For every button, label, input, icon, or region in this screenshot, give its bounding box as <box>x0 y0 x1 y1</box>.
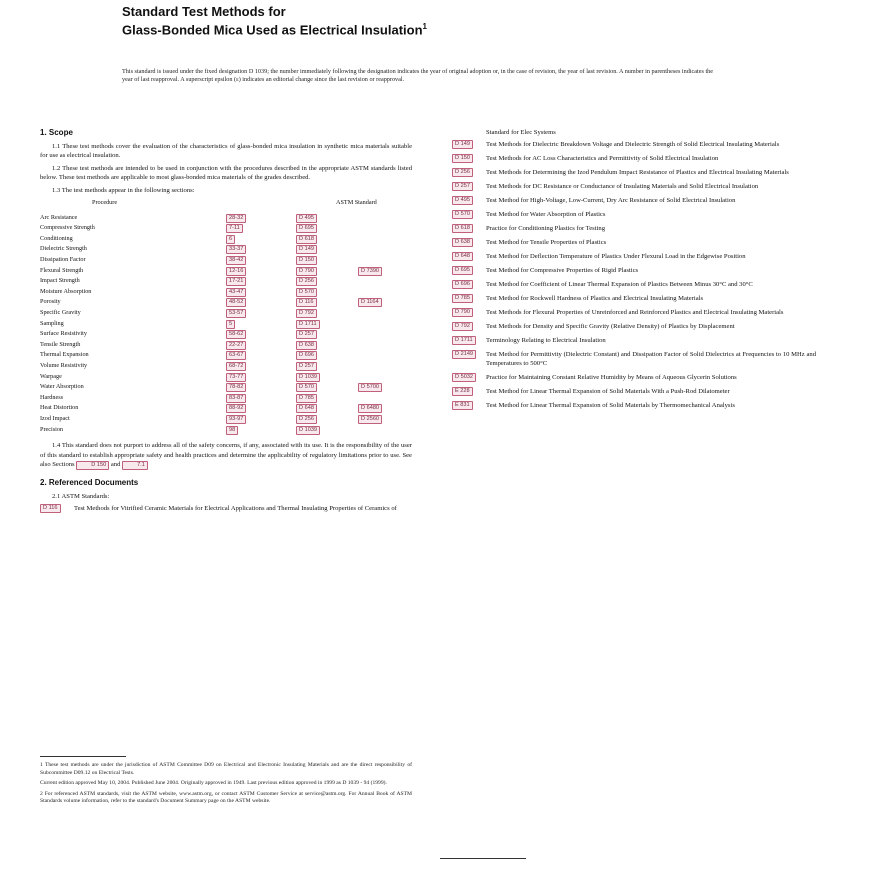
scope-p4-tail: and <box>110 460 121 468</box>
section-list-label: Thermal Expansion <box>40 351 89 359</box>
section-list-label: Conditioning <box>40 234 73 242</box>
astm-standard-tag[interactable]: D 1039 <box>296 373 320 382</box>
right-refs-intro: Standard for Elec Systems <box>486 129 556 136</box>
section-number-tag[interactable]: 58-62 <box>226 330 246 339</box>
ref-item <box>452 196 816 205</box>
astm-standard-tag[interactable]: D 570 <box>296 288 317 297</box>
section-list-row <box>40 403 412 414</box>
section-number-tag[interactable]: 48-52 <box>226 298 246 307</box>
section-list-label: Heat Distortion <box>40 404 79 412</box>
astm-standard-tag[interactable]: D 618 <box>296 235 317 244</box>
section-number-tag[interactable]: 98 <box>226 426 238 435</box>
section-list-label: Izod Impact <box>40 414 70 422</box>
astm-standard-tag[interactable]: D 116 <box>296 298 317 307</box>
section-list-label: Precision <box>40 425 64 433</box>
ref-text: Test Methods for AC Loss Characteristics and Permittivity of Solid Electrical Insulation <box>486 155 719 163</box>
section-list-label: Specific Gravity <box>40 308 81 316</box>
ref-item <box>452 210 816 219</box>
section-list-label: Warpage <box>40 372 62 380</box>
ref-text: Test Method for Linear Thermal Expansion of Solid Materials by Thermomechanical Analysis <box>486 402 735 410</box>
ref-text: Test Method for Water Absorption of Plastics <box>486 211 606 219</box>
section-list-label: Dielectric Strength <box>40 245 87 253</box>
right-column <box>452 128 816 415</box>
referenced-sub: 2.1 ASTM Standards: <box>52 492 110 500</box>
title-line-2-text: Glass-Bonded Mica Used as Electrical Insulation <box>122 22 423 38</box>
section-number-tag[interactable]: 83-87 <box>226 394 246 403</box>
scope-p2: 1.2 These test methods are intended to be used in conjunction with the procedures described in the appropriate ASTM standards listed below. These test methods are applicable to most glass-bonded mica materials of the grades described. <box>40 164 412 182</box>
astm-standard-tag[interactable]: D 1711 <box>296 320 320 329</box>
ref-text: Test Methods for Vitrified Ceramic Materials for Electrical Applications and Thermal Insulating Properties of Ceramics of <box>74 505 397 513</box>
list-header-right: ASTM Standard <box>336 199 377 207</box>
title-block <box>122 4 762 37</box>
section-list-row <box>40 234 412 245</box>
related-standard-tag[interactable]: D 7390 <box>358 267 382 276</box>
ref-item <box>452 224 816 233</box>
section-list-label: Tensile Strength <box>40 340 81 348</box>
ref-item <box>452 373 816 382</box>
section-number-tag[interactable]: 93-97 <box>226 415 246 424</box>
astm-standard-tag[interactable]: D 638 <box>296 341 317 350</box>
ref-tag[interactable]: D 495 <box>452 196 473 205</box>
ref-item <box>452 308 816 317</box>
ref-text: Test Method for Rockwell Hardness of Plastics and Electrical Insulating Materials <box>486 295 704 303</box>
section-list-row <box>40 350 412 361</box>
section-list-label: Moisture Absorption <box>40 287 92 295</box>
section-list-row <box>40 361 412 372</box>
ref-text: Test Methods for Dielectric Breakdown Voltage and Dielectric Strength of Solid Electrical Insulating Materials <box>486 141 780 149</box>
footnotes <box>40 762 412 809</box>
section-list-row <box>40 266 412 277</box>
section-number-tag[interactable]: 43-47 <box>226 288 246 297</box>
scope-p1: 1.1 These test methods cover the evaluation of the characteristics of glass-bonded mica insulation in synthetic mica materials suitable for use as electrical insulation. <box>40 143 412 160</box>
ref-tag[interactable]: D 695 <box>452 266 473 275</box>
referenced-heading: 2. Referenced Documents <box>40 477 139 487</box>
ref-tag[interactable]: D 785 <box>452 294 473 303</box>
ref-tag[interactable]: E 831 <box>452 401 473 410</box>
title-line-2 <box>122 19 762 37</box>
section-list-row <box>40 382 412 393</box>
section-list-label: Arc Resistance <box>40 213 78 221</box>
astm-standard-tag[interactable]: D 256 <box>296 277 317 286</box>
section-list-label: Dissipation Factor <box>40 256 86 263</box>
scope-p4 <box>40 441 412 470</box>
section-list-row <box>40 308 412 319</box>
title-line-1: Standard Test Methods for <box>122 4 286 19</box>
scope-p4-text: 1.4 This standard does not purport to address all of the safety concerns, if any, associated with its use. It is the responsibility of the user of this standard to establish appropriate safety and health practices and determine the applicability of regulatory limitations prior to use. See also Sections <box>40 442 412 468</box>
astm-standard-tag[interactable]: D 257 <box>296 362 317 371</box>
footnote: 1 These test methods are under the jurisdiction of ASTM Committee D09 on Electrical and Electronic Insulating Materials and are the direct responsibility of Subcommittee D09.12 on Electrical Tests. <box>40 762 412 776</box>
section-number-tag[interactable]: 22-27 <box>226 341 246 350</box>
section-list-label: Hardness <box>40 393 64 401</box>
ref-text: Test Method for Permittivity (Dielectric Constant) and Dissipation Factor of Solid Dielectrics at Frequencies to 10 MHz and Temperatures to 500°C <box>486 351 816 368</box>
ref-tag[interactable]: D 618 <box>452 224 473 233</box>
ref-tag[interactable]: D 5032 <box>452 373 476 382</box>
ref-item <box>452 238 816 247</box>
section-list-row <box>40 223 412 234</box>
ref-text: Practice for Maintaining Constant Relative Humidity by Means of Aqueous Glycerin Solutions <box>486 374 737 382</box>
section-list-row <box>40 340 412 351</box>
section-number-tag[interactable]: 88-92 <box>226 404 246 413</box>
ref-item <box>452 401 816 410</box>
astm-standard-tag[interactable]: D 785 <box>296 394 317 403</box>
ref-text: Test Methods for Density and Specific Gravity (Relative Density) of Plastics by Displacement <box>486 323 735 331</box>
ref-item <box>452 140 816 149</box>
ref-item <box>452 387 816 396</box>
astm-standard-tag[interactable]: D 648 <box>296 404 317 413</box>
intro-paragraph: This standard is issued under the fixed designation D 1039; the number immediately following the designation indicates the year of original adoption or, in the case of revision, the year of last revision. A number in parentheses indicates the year of last reapproval. A superscript epsilon (ε) indicates an editorial change since the last revision or reapproval. <box>122 68 714 84</box>
ref-text: Test Method for Deflection Temperature of Plastics Under Flexural Load in the Edgewise Position <box>486 253 746 261</box>
astm-standard-tag[interactable]: D 256 <box>296 415 317 424</box>
section-list-row <box>40 213 412 224</box>
ref-tag[interactable]: D 116 <box>40 504 61 513</box>
section-list-label: Water Absorption <box>40 383 84 391</box>
section-list-row <box>40 393 412 404</box>
astm-standard-tag[interactable]: D 792 <box>296 309 317 318</box>
section-number-tag[interactable]: 38-42 <box>226 256 246 265</box>
section-number-tag[interactable]: 7-11 <box>226 224 243 233</box>
section-number-tag[interactable]: 68-72 <box>226 362 246 371</box>
section-number-tag[interactable]: 12-16 <box>226 267 246 276</box>
footnote: Current edition approved May 10, 2004. Published June 2004. Originally approved in 1949. Last previous edition approved in 1999 as D 1039 - 94 (1999). <box>40 780 387 787</box>
ref-text: Test Methods for Flexural Properties of Unreinforced and Reinforced Plastics and Electrical Insulating Materials <box>486 309 784 317</box>
ref-item <box>40 504 412 513</box>
astm-standard-tag[interactable]: D 570 <box>296 383 317 392</box>
ref-text: Test Method for Linear Thermal Expansion of Solid Materials With a Push-Rod Dilatometer <box>486 388 730 396</box>
section-list-label: Sampling <box>40 319 64 327</box>
section-list-row <box>40 297 412 308</box>
ref-text: Test Methods for Determining the Izod Pendulum Impact Resistance of Plastics and Electrical Insulating Materials <box>486 169 789 177</box>
astm-standard-tag[interactable]: D 495 <box>296 214 317 223</box>
ref-text: Terminology Relating to Electrical Insulation <box>486 337 606 345</box>
ref-text: Practice for Conditioning Plastics for Testing <box>486 225 606 233</box>
ref-text: Test Method for Tensile Properties of Plastics <box>486 239 607 247</box>
ref-item <box>452 182 816 191</box>
ref-tag[interactable]: D 1711 <box>452 336 476 345</box>
section-number-tag[interactable]: 17-21 <box>226 277 246 286</box>
section-number-tag[interactable]: 28-32 <box>226 214 246 223</box>
section-list-label: Porosity <box>40 298 61 306</box>
scope-p3: 1.3 The test methods appear in the following sections: <box>52 186 195 194</box>
astm-standard-tag[interactable]: D 257 <box>296 330 317 339</box>
ref-tag[interactable]: D 2149 <box>452 350 476 359</box>
related-standard-tag[interactable]: D 2560 <box>358 415 382 424</box>
section-number-tag[interactable]: 53-57 <box>226 309 246 318</box>
ref-tag[interactable]: D 257 <box>452 182 473 191</box>
ref-tag[interactable]: D 792 <box>452 322 473 331</box>
section-number-tag[interactable]: 6 <box>226 235 235 244</box>
section-list-row <box>40 372 412 383</box>
section-list-label: Impact Strength <box>40 277 80 285</box>
ref-item <box>452 168 816 177</box>
scope-heading: 1. Scope <box>40 128 73 137</box>
ref-item <box>452 294 816 303</box>
section-number-tag[interactable]: 73-77 <box>226 373 246 382</box>
ref-item <box>452 322 816 331</box>
ref-text: Test Method for High-Voltage, Low-Current, Dry Arc Resistance of Solid Electrical Insulation <box>486 197 736 205</box>
list-header <box>40 198 412 209</box>
ref-item <box>452 336 816 345</box>
section-list-row <box>40 425 412 436</box>
ref-tag[interactable]: D 696 <box>452 280 473 289</box>
ref-tag[interactable]: D 638 <box>452 238 473 247</box>
ref-tag[interactable]: D 790 <box>452 308 473 317</box>
ref-item <box>452 266 816 275</box>
ref-tag[interactable]: E 228 <box>452 387 473 396</box>
list-header-left: Procedure <box>92 199 118 207</box>
section-number-tag[interactable]: 33-37 <box>226 245 246 254</box>
footnote: 2 For referenced ASTM standards, visit the ASTM website, www.astm.org, or contact ASTM Customer Service at service@astm.org. For Annual Book of ASTM Standards volume information, refer to the standard's Document Summary page on the ASTM website. <box>40 790 412 805</box>
section-list-label: Flexural Strength <box>40 266 84 274</box>
section-list-row <box>40 276 412 287</box>
section-number-tag[interactable]: 78-82 <box>226 383 246 392</box>
ref-item <box>452 350 816 368</box>
section-list-row <box>40 414 412 425</box>
ref-text: Test Method for Coefficient of Linear Thermal Expansion of Plastics Between Minus 30°C and 30°C <box>486 281 753 289</box>
related-standard-tag[interactable]: D 5700 <box>358 383 382 392</box>
section-list-row <box>40 244 412 255</box>
section-list-label: Surface Resistivity <box>40 330 87 338</box>
section-list-label: Compressive Strength <box>40 224 95 232</box>
section-list-row <box>40 255 412 266</box>
right-refs-list <box>452 140 816 410</box>
ref-tag[interactable]: D 150 <box>452 154 473 163</box>
astm-standard-tag[interactable]: D 1039 <box>296 426 320 435</box>
astm-standard-tag[interactable]: D 149 <box>296 245 317 254</box>
section-list-row <box>40 329 412 340</box>
section-list-label: Volume Resistivity <box>40 361 88 369</box>
ref-item <box>452 154 816 163</box>
scope-p4-ref-tag[interactable]: D 150 <box>76 461 109 470</box>
ref-tag[interactable]: D 570 <box>452 210 473 219</box>
section-list-row <box>40 287 412 298</box>
related-standard-tag[interactable]: D 6480 <box>358 404 382 413</box>
ref-tag[interactable]: D 149 <box>452 140 473 149</box>
title-superscript: 1 <box>422 22 427 31</box>
ref-text: Test Methods for DC Resistance or Conductance of Insulating Materials and Solid Electrical Insulation <box>486 183 759 191</box>
section-number-tag[interactable]: 63-67 <box>226 351 246 360</box>
right-footer-divider <box>440 858 526 859</box>
ref-tag[interactable]: D 648 <box>452 252 473 261</box>
left-column <box>40 128 412 518</box>
astm-standard-tag[interactable]: D 695 <box>296 224 317 233</box>
footnote-divider <box>40 756 126 757</box>
astm-standard-tag[interactable]: D 696 <box>296 351 317 360</box>
scope-p4-ref-tag-2[interactable]: 7.1 <box>122 461 148 470</box>
ref-item <box>452 280 816 289</box>
section-number-tag[interactable]: 5 <box>226 320 235 329</box>
astm-standard-tag[interactable]: D 790 <box>296 267 317 276</box>
sections-list <box>40 213 412 435</box>
astm-standard-tag[interactable]: D 150 <box>296 256 317 265</box>
ref-item <box>452 252 816 261</box>
ref-text: Test Method for Compressive Properties of Rigid Plastics <box>486 267 639 275</box>
related-standard-tag[interactable]: D 1164 <box>358 298 382 307</box>
section-list-row <box>40 319 412 330</box>
ref-tag[interactable]: D 256 <box>452 168 473 177</box>
